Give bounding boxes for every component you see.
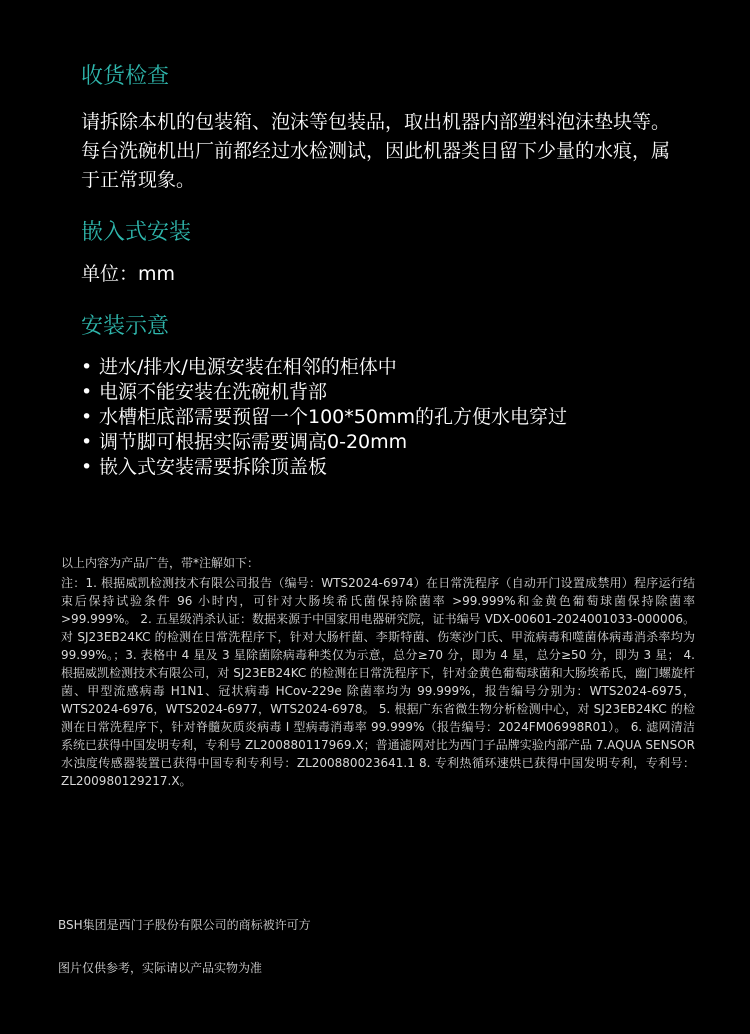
list-item-text: 水槽柜底部需要预留一个100*50mm的孔方便水电穿过 bbox=[99, 406, 567, 428]
bullet-icon: • bbox=[81, 456, 93, 478]
list-item bbox=[81, 455, 701, 480]
list-item-text: 调节脚可根据实际需要调高0-20mm bbox=[99, 431, 408, 453]
section-title-receipt-inspection: 收货检查 bbox=[81, 64, 170, 89]
receipt-inspection-text: 请拆除本机的包装箱、泡沫等包装品，取出机器内部塑料泡沫垫块等。每台洗碗机出厂前都经过水检测试，因此机器类目留下少量的水痕，属于正常现象。 bbox=[81, 111, 671, 191]
list-item bbox=[81, 355, 701, 380]
image-disclaimer: 图片仅供参考，实际请以产品实物为准 bbox=[58, 961, 263, 975]
bullet-icon: • bbox=[81, 406, 93, 428]
unit-label: 单位：mm bbox=[81, 263, 176, 285]
list-item bbox=[81, 380, 701, 405]
list-item-text: 嵌入式安装需要拆除顶盖板 bbox=[99, 456, 328, 478]
bullet-icon: • bbox=[81, 356, 93, 378]
bullet-icon: • bbox=[81, 381, 93, 403]
footnote-intro: 以上内容为产品广告，带*注解如下： bbox=[61, 556, 260, 570]
installation-notes-list bbox=[81, 355, 701, 480]
footnote-body: 注：1. 根据威凯检测技术有限公司报告（编号：WTS2024-6974）在日常洗程序（自动开门设置成禁用）程序运行结束后保持试验条件 96 小时内，可针对大肠埃希氏菌保持除菌率 >99.999%和金黄色葡萄球菌保持除菌率 >99.999%。 2. 五星级消杀认证：数据来源于中国家用电器研究院，证书编号 VDX-00601-2024001033-000006。对 SJ23EB24KC 的检测在日常洗程序下，针对大肠杆菌、李斯特菌、伤寒沙门氏、甲流病毒和噬菌体病毒消杀率均为 99.99%。；3. 表格中 4 星及 3 星除菌除病毒种类仅为示意，总分≥70 分，即为 4 星，总分≥50 分，即为 3 星； 4. 根据威凯检测技术有限公司，对 SJ23EB24KC 的检测在日常洗程序下，针对金黄色葡萄球菌和大肠埃希氏，幽门螺旋杆菌、甲型流感病毒 H1N1、冠状病毒 HCov-229e 除菌率均为 99.999%，报告编号分别为：WTS2024-6975，WTS2024-6976，WTS2024-6977，WTS2024-6978。 5. 根据广东省微生物分析检测中心，对 SJ23EB24KC 的检测在日常洗程序下，针对脊髓灰质炎病毒 I 型病毒消毒率 99.999%（报告编号：2024FM06998R01）。 6. 滤网清洁系统已获得中国发明专利，专利号 ZL200880117969.X；普通滤网对比为西门子品牌实验内部产品 7.AQUA SENSOR 水浊度传感器装置已获得中国专利专利号：ZL200880023641.1 8. 专利热循环速烘已获得中国发明专利，专利号：ZL200980129217.X。 bbox=[61, 576, 695, 788]
section-title-built-in-installation: 嵌入式安装 bbox=[81, 220, 192, 245]
trademark-notice: BSH集团是西门子股份有限公司的商标被许可方 bbox=[58, 918, 311, 932]
bullet-icon: • bbox=[81, 431, 93, 453]
list-item-text: 电源不能安装在洗碗机背部 bbox=[99, 381, 328, 403]
list-item bbox=[81, 430, 701, 455]
list-item bbox=[81, 405, 701, 430]
section-title-installation-diagram: 安装示意 bbox=[81, 314, 170, 339]
list-item-text: 进水/排水/电源安装在相邻的柜体中 bbox=[99, 356, 397, 378]
